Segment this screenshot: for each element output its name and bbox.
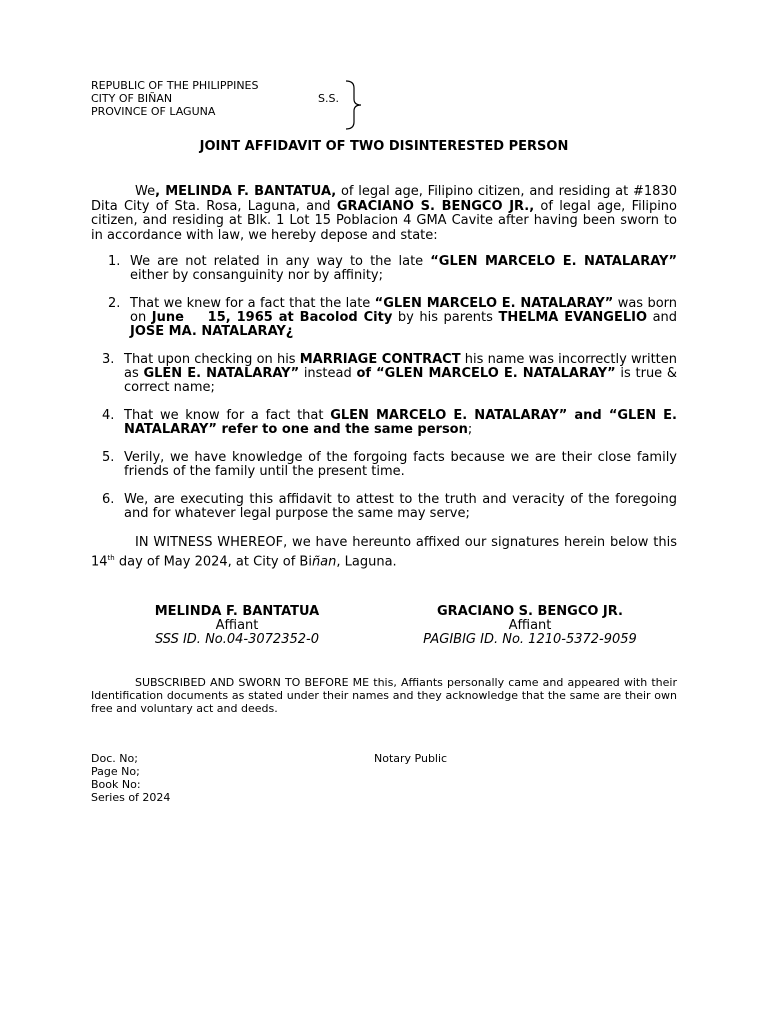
signatory-name: GRACIANO S. BENGCO JR. bbox=[437, 604, 623, 619]
list-item bbox=[108, 296, 678, 339]
item-bold: THELMA EVANGELIO bbox=[498, 310, 648, 325]
item-number: 6. bbox=[102, 492, 115, 507]
item-number: 4. bbox=[102, 408, 115, 423]
notary-public-label: Notary Public bbox=[374, 752, 448, 765]
item-text: We are not related in any way to the late bbox=[130, 254, 431, 269]
item-bold: JOSE MA. NATALARAY¿ bbox=[130, 324, 294, 339]
venue-line-province: PROVINCE OF LAGUNA bbox=[91, 105, 216, 118]
signature-block-affiant-2 bbox=[405, 605, 655, 647]
item-bold: June 15, 1965 at Bacolod City bbox=[151, 310, 393, 325]
witness-text: day of May 2024, at City of Bi bbox=[114, 553, 312, 569]
item-text: That upon checking on his bbox=[124, 352, 300, 367]
witness-text: IN WITNESS WHEREOF, we have hereunto affixed our signatures herein below this 14 bbox=[91, 535, 677, 569]
list-item bbox=[102, 408, 677, 437]
doc-no: Doc. No; bbox=[91, 752, 138, 765]
item-text: is true & correct name; bbox=[124, 366, 678, 395]
ss-mark: S.S. bbox=[318, 92, 339, 105]
item-number: 5. bbox=[102, 450, 115, 465]
item-number: 1. bbox=[108, 254, 121, 269]
page-no: Page No; bbox=[91, 765, 140, 778]
item-text: his name was incorrectly written as bbox=[124, 352, 678, 381]
witness-ordinal: th bbox=[107, 553, 115, 562]
intro-text-2: of legal age, Filipino citizen, and residing at Blk. 1 Lot 15 Poblacion 4 GMA Cavite after having been sworn to in accordance with law, we hereby depose and state: bbox=[91, 198, 677, 243]
document-title: JOINT AFFIDAVIT OF TWO DISINTERESTED PERSON bbox=[199, 139, 569, 154]
item-text: and bbox=[647, 310, 678, 325]
list-item bbox=[102, 352, 678, 395]
signature-block-affiant-1 bbox=[127, 605, 347, 647]
jurat-text: SUBSCRIBED AND SWORN TO BEFORE ME this, Affiants personally came and appeared with their Identification documents as stated under their names and they acknowledge that the same are their own free and voluntary act and deeds. bbox=[91, 676, 677, 715]
item-bold: GLEN MARCELO E. NATALARAY” and “GLEN E. NATALARAY” refer to one and the same person bbox=[124, 408, 677, 437]
item-bold: of “GLEN MARCELO E. NATALARAY” bbox=[356, 366, 616, 381]
intro-we: We bbox=[135, 184, 156, 199]
item-text: was born on bbox=[130, 296, 678, 325]
list-item bbox=[102, 450, 677, 479]
witness-paragraph bbox=[91, 536, 677, 569]
venue-line-republic: REPUBLIC OF THE PHILIPPINES bbox=[91, 79, 259, 92]
item-bold: “GLEN MARCELO E. NATALARAY” bbox=[374, 296, 614, 311]
witness-text: , Laguna. bbox=[336, 553, 397, 569]
item-number: 3. bbox=[102, 352, 115, 367]
list-item bbox=[108, 254, 677, 283]
signatory-role: Affiant bbox=[508, 618, 552, 633]
jurat-paragraph bbox=[91, 676, 677, 715]
witness-italic: ñan bbox=[311, 553, 337, 569]
list-item bbox=[102, 492, 677, 521]
affiant-1-name: , MELINDA F. BANTATUA, bbox=[155, 184, 337, 199]
item-number: 2. bbox=[108, 296, 121, 311]
affiant-2-name: GRACIANO S. BENGCO JR., bbox=[336, 198, 535, 214]
item-bold: “GLEN MARCELO E. NATALARAY” bbox=[430, 254, 677, 269]
venue-header bbox=[91, 79, 259, 118]
venue-line-city: CITY OF BIÑAN bbox=[91, 92, 173, 105]
signatory-name: MELINDA F. BANTATUA bbox=[154, 604, 320, 619]
intro-paragraph bbox=[91, 185, 677, 243]
item-text: That we know for a fact that bbox=[124, 408, 331, 423]
item-text: We, are executing this affidavit to attest to the truth and veracity of the foregoing and for whatever legal purpose the same may serve; bbox=[124, 492, 677, 521]
series-year: Series of 2024 bbox=[91, 791, 171, 804]
item-text: That we knew for a fact that the late bbox=[130, 296, 375, 311]
item-bold: GLEN E. NATALARAY” bbox=[143, 366, 300, 381]
item-text: Verily, we have knowledge of the forgoing facts because we are their close family friends of the family until the present time. bbox=[124, 450, 677, 479]
signatory-id: PAGIBIG ID. No. 1210-5372-9059 bbox=[423, 632, 637, 647]
item-text: either by consanguinity nor by affinity; bbox=[130, 268, 383, 283]
book-no: Book No: bbox=[91, 778, 141, 791]
curly-brace-icon bbox=[342, 80, 364, 130]
intro-text-1: of legal age, Filipino citizen, and residing at #1830 Dita City of Sta. Rosa, Laguna, and bbox=[91, 184, 677, 214]
signatory-role: Affiant bbox=[215, 618, 259, 633]
item-bold: MARRIAGE CONTRACT bbox=[299, 352, 461, 367]
item-text: ; bbox=[467, 422, 473, 437]
item-text: instead bbox=[299, 366, 357, 381]
notarial-register bbox=[91, 752, 170, 804]
signatory-id: SSS ID. No.04-3072352-0 bbox=[155, 632, 319, 647]
item-text: by his parents bbox=[392, 310, 499, 325]
